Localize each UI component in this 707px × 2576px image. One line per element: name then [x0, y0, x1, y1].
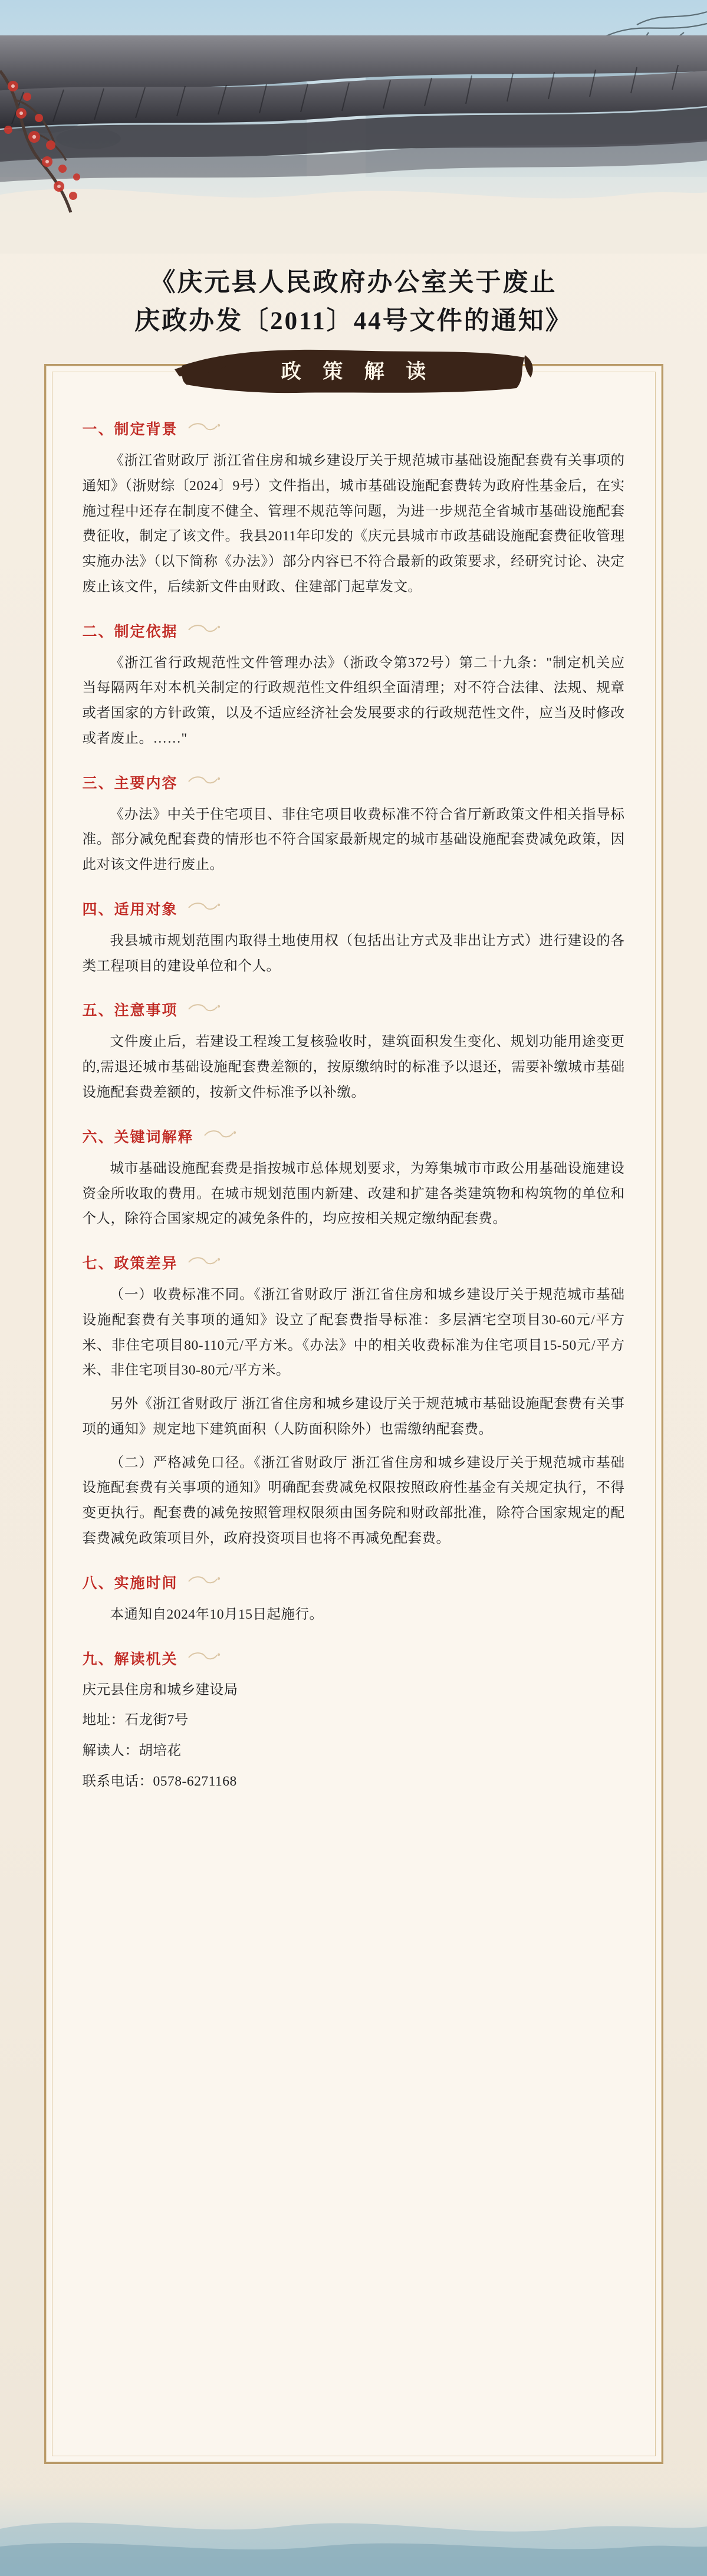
page-title-line-2: 庆政办发〔2011〕44号文件的通知》: [134, 307, 573, 335]
section-heading-9: [83, 1648, 625, 1669]
section-heading-2-text: 二、制定依据: [82, 624, 178, 640]
section-banner-label: 政 策 解 读: [281, 361, 435, 383]
section-banner-ribbon: [171, 342, 537, 399]
policy-interpretation-card: [44, 361, 663, 2464]
section-5-paragraph-1: 文件废止后，若建设工程竣工复核验收时，建筑面积发生变化、规划功能用途变更的,需退还城市基础设施配套费差额的，按原缴纳时的标准予以退还，需要补缴城市基础设施配套费差额的，按新文件标准予以补缴。: [82, 1034, 625, 1101]
section-heading-9-text: 九、解读机关: [82, 1651, 178, 1668]
section-heading-8-text: 八、实施时间: [82, 1575, 178, 1591]
section-7-paragraph-2: 另外《浙江省财政厅 浙江省住房和城乡建设厅关于规范城市基础设施配套费有关事项的通知》规定地下建筑面积（人防面积除外）也需缴纳配套费。: [82, 1396, 625, 1437]
section-heading-1: [83, 418, 625, 439]
section-heading-8: [83, 1571, 625, 1593]
section-7-paragraph-1: （一）收费标准不同。《浙江省财政厅 浙江省住房和城乡建设厅关于规范城市基础设施配套费有关事项的通知》设立了配套费指导标准：多层酒宅空项目30-60元/平方米、非住宅项目80-110元/平方米。《办法》中的相关收费标准为住宅项目15-50元/平方米、非住宅项目30-80元/平方米。: [82, 1287, 625, 1379]
swirl-ornament-icon: [186, 901, 222, 915]
contact-phone: 联系电话：0578-6271168: [82, 1773, 237, 1789]
section-1-paragraph-1: 《浙江省财政厅 浙江省住房和城乡建设厅关于规范城市基础设施配套费有关事项的通知》（浙财综〔2024〕9号）文件指出，城市基础设施配套费转为政府性基金后，在实施过程中还存在制度不健全、管理不规范等问题，为进一步规范全省城市基础设施配套费征收，制定了该文件。我县2011年印发的《庆元县城市市政基础设施配套费征收管理实施办法》（以下简称《办法》）部分内容已不符合最新的政策要求，经研究讨论、决定废止该文件，后续新文件由财政、住建部门起草发文。: [82, 453, 625, 595]
section-8-paragraph-1: 本通知自2024年10月15日起施行。: [110, 1606, 324, 1622]
swirl-ornament-icon: [186, 1650, 222, 1665]
swirl-ornament-icon: [186, 1002, 222, 1017]
section-heading-7-text: 七、政策差异: [82, 1256, 178, 1272]
contact-person: 解读人：胡培花: [82, 1743, 182, 1759]
section-heading-3: [83, 772, 625, 793]
section-heading-4-text: 四、适用对象: [82, 901, 178, 918]
section-heading-5-text: 五、注意事项: [82, 1003, 178, 1019]
temple-roof-illustration: [0, 35, 707, 230]
section-heading-6-text: 六、关键词解释: [82, 1129, 194, 1146]
contact-address: 地址：石龙街7号: [82, 1712, 189, 1728]
page-title: [56, 254, 652, 346]
section-heading-1-text: 一、制定背景: [82, 422, 178, 438]
swirl-ornament-icon: [186, 1255, 222, 1270]
section-6-paragraph-1: 城市基础设施配套费是指按城市总体规划要求，为筹集城市市政公用基础设施建设资金所收取的费用。在城市规划范围内新建、改建和扩建各类建筑物和构筑物的单位和个人，除符合国家规定的减免条件的，均应按相关规定缴纳配套费。: [82, 1160, 625, 1227]
swirl-ornament-icon: [186, 1574, 222, 1589]
section-heading-7: [83, 1252, 625, 1273]
contact-info-block: [83, 1678, 625, 1794]
section-4-paragraph-1: 我县城市规划范围内取得土地使用权（包括出让方式及非出让方式）进行建设的各类工程项目的建设单位和个人。: [82, 933, 625, 974]
section-3-paragraph-1: 《办法》中关于住宅项目、非住宅项目收费标准不符合省厅新政策文件相关指导标准。部分减免配套费的情形也不符合国家最新规定的城市基础设施配套费减免政策，因此对该文件进行废止。: [82, 806, 625, 873]
section-heading-5: [83, 999, 625, 1020]
section-2-paragraph-1: 《浙江省行政规范性文件管理办法》（浙政令第372号）第二十九条："制定机关应当每隔两年对本机关制定的行政规范性文件组织全面清理；对不符合法律、法规、规章或者国家的方针政策，以及不适应经济社会发展要求的行政规范性文件，应当及时修改或者废止。……": [82, 655, 625, 746]
page-title-line-1: 《庆元县人民政府办公室关于废止: [150, 269, 557, 297]
header-banner-image: [0, 0, 707, 254]
section-heading-3-text: 三、主要内容: [82, 775, 178, 792]
article-body: [46, 418, 662, 1794]
section-heading-6: [83, 1125, 625, 1147]
footer-decoration: [0, 2488, 707, 2576]
footer-ink-wave-illustration: [0, 2488, 707, 2576]
swirl-ornament-icon: [202, 1128, 238, 1143]
swirl-ornament-icon: [186, 623, 222, 638]
contact-organization: 庆元县住房和城乡建设局: [82, 1682, 238, 1698]
swirl-ornament-icon: [186, 775, 222, 789]
section-heading-4: [83, 898, 625, 919]
section-heading-2: [83, 620, 625, 641]
swirl-ornament-icon: [186, 421, 222, 436]
section-7-paragraph-3: （二）严格减免口径。《浙江省财政厅 浙江省住房和城乡建设厅关于规范城市基础设施配套费有关事项的通知》明确配套费减免权限按照政府性基金有关规定执行，不得变更执行。配套费的减免按照管理权限须由国务院和财政部批准，除符合国家规定的配套费减免政策项目外，政府投资项目也将不再减免配套费。: [82, 1455, 625, 1546]
